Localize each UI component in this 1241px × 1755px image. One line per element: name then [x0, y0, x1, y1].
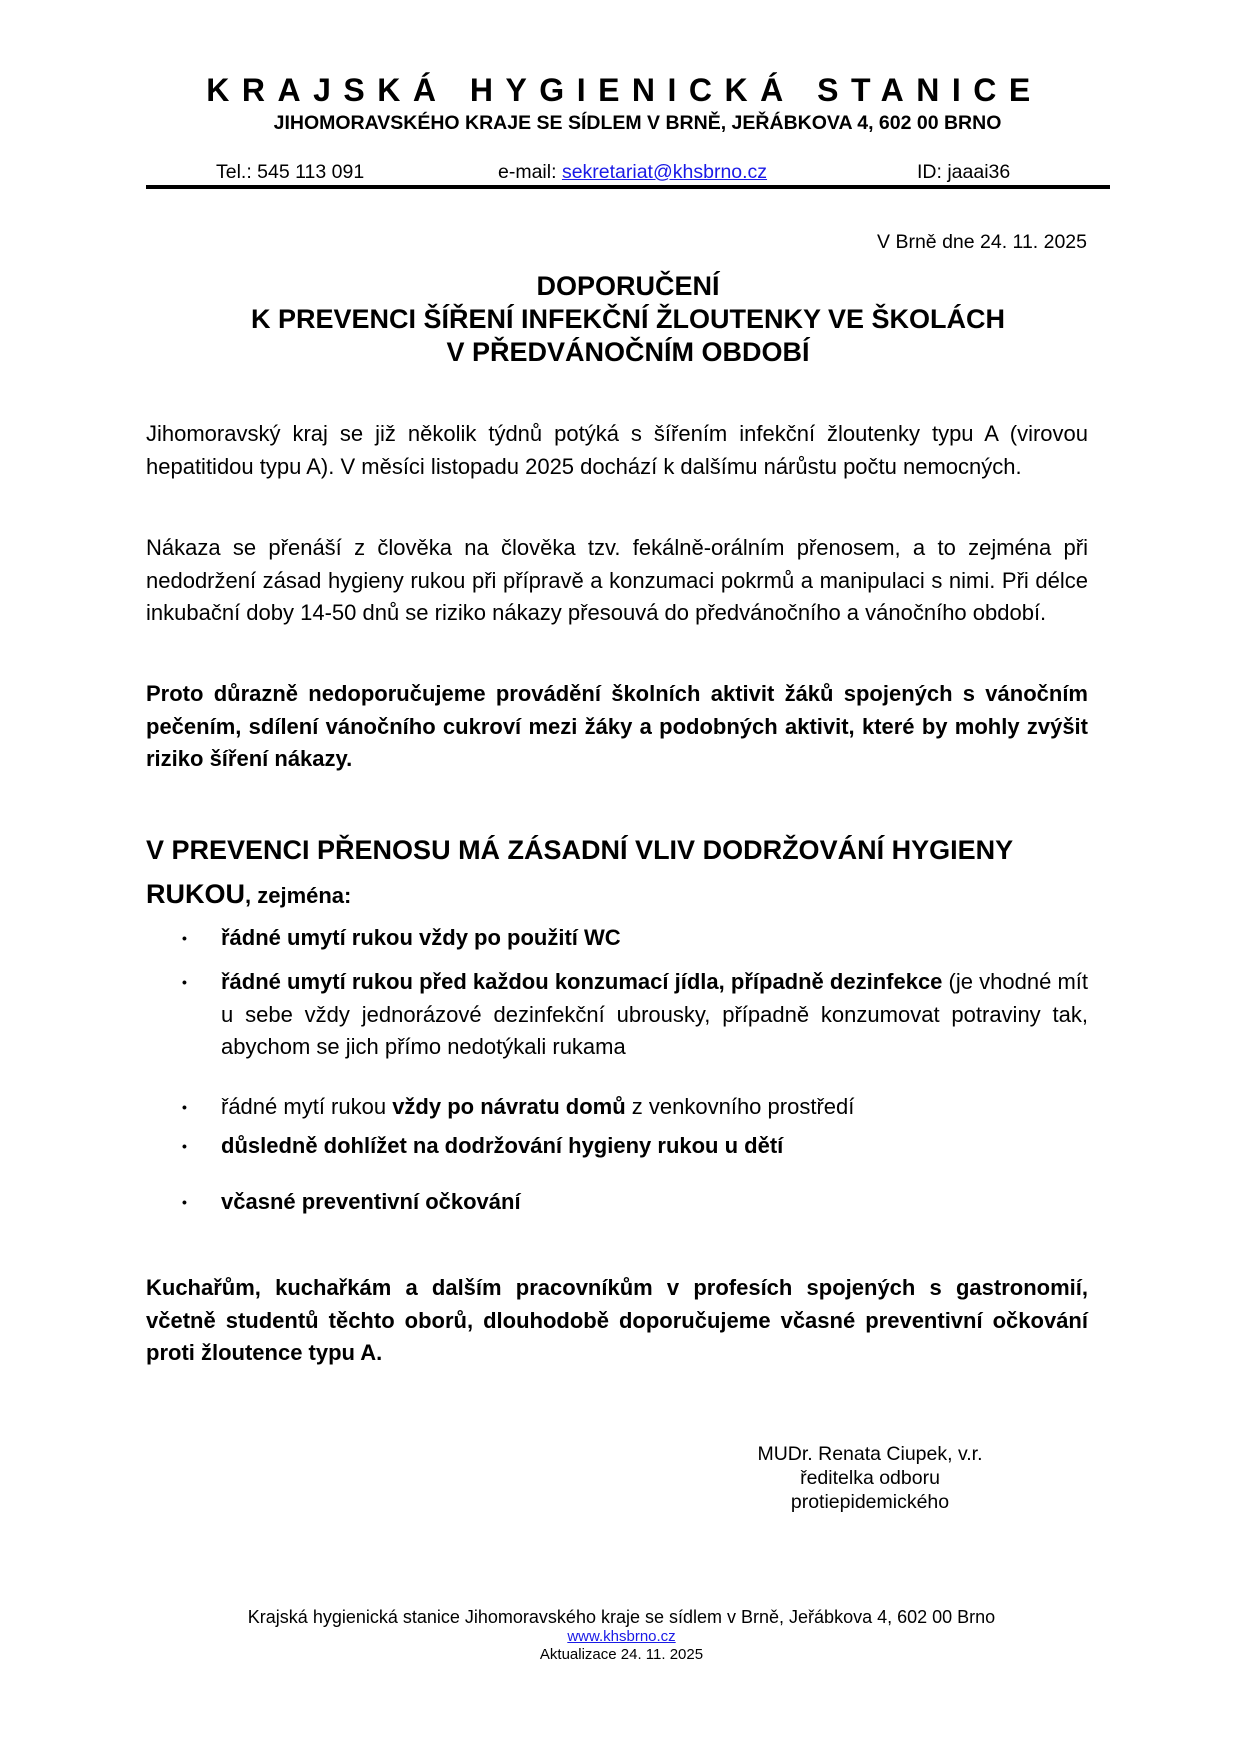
list-item-text: včasné preventivní očkování: [221, 1189, 521, 1214]
email-label: e-mail:: [498, 161, 562, 183]
list-item: [146, 1186, 1088, 1219]
email-line: [498, 160, 767, 184]
signature-role-1: ředitelka odboru: [800, 1467, 940, 1489]
paragraph-recommendation: Proto důrazně nedoporučujeme provádění školních aktivit žáků spojených s vánočním pečením, sdílení vánočního cukroví mezi žáky a podobných aktivit, které by mohly zvýšit riziko šíření nákazy.: [146, 681, 1088, 771]
header-divider: [146, 185, 1110, 189]
footer-website-link[interactable]: www.khsbrno.cz: [567, 1628, 676, 1645]
signature-block: [700, 1442, 1040, 1514]
bullet-icon: •: [182, 930, 187, 946]
signature-name: MUDr. Renata Ciupek, v.r.: [757, 1443, 983, 1465]
footer-address: Krajská hygienická stanice Jihomoravského kraje se sídlem v Brně, Jeřábkova 4, 602 00 Brno: [247, 1607, 996, 1627]
list-item-bold: řádné umytí rukou před každou konzumací jídla, případně dezinfekce: [221, 969, 943, 994]
list-item-normal: (je vhodné mít u sebe vždy jednorázové dezinfekční ubrousky, případně konzumovat potraviny tak, abychom se jich přímo nedotýkali rukama: [221, 969, 1088, 1059]
title-line-3: V PŘEDVÁNOČNÍM OBDOBÍ: [446, 337, 810, 367]
list-item-text: řádné umytí rukou vždy po použití WC: [221, 925, 621, 950]
list-item: [146, 1091, 1088, 1124]
list-item-normal: z venkovního prostředí: [625, 1094, 855, 1119]
section-heading-text: V PREVENCI PŘENOSU MÁ ZÁSADNÍ VLIV DODRŽOVÁNÍ HYGIENY RUKOU: [146, 835, 1013, 909]
organization-subtitle: JIHOMORAVSKÉHO KRAJE SE SÍDLEM V BRNĚ, JEŘÁBKOVA 4, 602 00 BRNO: [273, 112, 1002, 134]
footer-updated: Aktualizace 24. 11. 2025: [539, 1646, 704, 1663]
document-date: V Brně dne 24. 11. 2025: [877, 231, 1087, 253]
title-line-1: DOPORUČENÍ: [536, 271, 720, 301]
organization-title: KRAJSKÁ HYGIENICKÁ STANICE: [206, 72, 1043, 108]
title-line-2: K PREVENCI ŠÍŘENÍ INFEKČNÍ ŽLOUTENKY VE ŠKOLÁCH: [250, 304, 1006, 334]
list-item: [146, 966, 1088, 1064]
section-heading-suffix: , zejména:: [245, 883, 352, 908]
bullet-icon: •: [182, 1194, 187, 1210]
email-link[interactable]: sekretariat@khsbrno.cz: [561, 161, 768, 183]
bullet-icon: •: [182, 1138, 187, 1154]
list-item-text: [221, 1091, 1088, 1124]
list-item-text: [221, 966, 1088, 1064]
list-item-text: důsledně dohlížet na dodržování hygieny rukou u dětí: [221, 1133, 784, 1158]
data-box-id: ID: jaaai36: [917, 161, 1011, 183]
phone-number: Tel.: 545 113 091: [216, 161, 365, 183]
signature-role-2: protiepidemického: [790, 1491, 950, 1513]
page-footer: [0, 1606, 1241, 1664]
paragraph-closing: Kuchařům, kuchařkám a dalším pracovníkům v profesích spojených s gastronomií, včetně studentů těchto oborů, dlouhodobě doporučujeme včasné preventivní očkování proti žloutence typu A.: [146, 1275, 1088, 1365]
bullet-icon: •: [182, 974, 187, 990]
paragraph-transmission: Nákaza se přenáší z člověka na člověka tzv. fekálně-orálním přenosem, a to zejména při nedodržení zásad hygieny rukou při přípravě a konzumaci pokrmů a manipulaci s nimi. Při délce inkubační doby 14-50 dnů se riziko nákazy přesouvá do předvánočního a vánočního období.: [146, 535, 1088, 625]
section-heading: [146, 828, 1088, 918]
bullet-icon: •: [182, 1099, 187, 1115]
list-item: [146, 1130, 1088, 1163]
document-title: [146, 270, 1110, 369]
list-item-normal-pre: řádné mytí rukou: [221, 1094, 393, 1119]
list-item-bold: vždy po návratu domů: [392, 1094, 626, 1119]
list-item: [146, 922, 1088, 955]
paragraph-intro: Jihomoravský kraj se již několik týdnů potýká s šířením infekční žloutenky typu A (virovou hepatitidou typu A). V měsíci listopadu 2025 dochází k dalšímu nárůstu počtu nemocných.: [146, 421, 1088, 479]
